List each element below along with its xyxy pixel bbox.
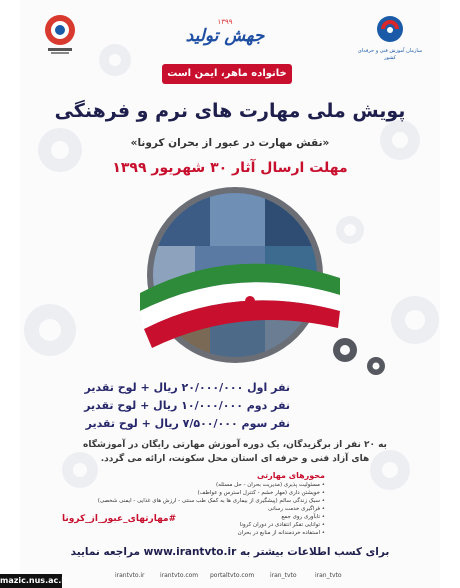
info-line: برای کسب اطلاعات بیشتر به www.irantvto.ir مراجعه نمایید (70, 546, 390, 558)
prize-second: نفر دوم ۱۰/۰۰۰/۰۰۰ ریال + لوح تقدیر (84, 399, 290, 412)
footer-item: portaltvto.com (210, 572, 255, 579)
footer-item: iran_tvto (315, 572, 342, 579)
axis-item: • توانایی تفکر انتقادی در دوران کرونا (239, 522, 325, 528)
description-text: به ۲۰ نفر از برگزیدگان، یک دوره آموزش مهارتی رایگان در آموزشگاه های آزاد فنی و حرفه ای استان محل سکونت، ارائه می گردد. (83, 440, 387, 464)
watermark: mazic.nus.ac.ir (0, 574, 62, 588)
small-gear-icon (365, 355, 387, 377)
small-gear-icon (330, 335, 360, 365)
axis-item: • فراگیری خدمت رسانی (268, 506, 325, 512)
left-org-logo (40, 12, 80, 56)
deadline-text: مهلت ارسال آثار ۳۰ شهریور ۱۳۹۹ (112, 160, 348, 176)
hashtag: #مهارتهای_عبور_از_کرونا (62, 514, 177, 524)
center-campaign-logo (185, 18, 265, 54)
tvto-logo-icon (375, 14, 405, 44)
prize-third: نفر سوم ۷/۵۰۰/۰۰۰ ریال + لوح تقدیر (85, 417, 290, 430)
axis-item: • مسئولیت پذیری (مدیریت بحران - حل مسئله) (216, 482, 325, 488)
axis-item: • خویشتن داری (مهار خشم - کنترل استرس و عواطف) (197, 490, 325, 496)
footer-item: iran_tvto (270, 572, 297, 579)
poster (20, 0, 440, 588)
gear-collage-illustration (110, 183, 360, 373)
slogan-banner: خانواده ماهر، ایمن است (162, 64, 292, 84)
social-footer (20, 568, 440, 588)
footer-item: irantvto.com (160, 572, 199, 579)
axis-item: • تابآوری روی جمع (281, 514, 325, 520)
right-org-logo (355, 14, 425, 60)
campaign-logo-text: جهش تولید (185, 26, 265, 46)
axis-item: • استفاده خردمندانه از منابع در بحران (237, 530, 325, 536)
campaign-year: ۱۳۹۹ (217, 18, 233, 26)
axes-title: محورهای مهارتی (257, 471, 325, 480)
campaign-title: پویش ملی مهارت های نرم و فرهنگی (54, 100, 406, 122)
axis-item: • سبک زندگی سالم (پیشگیری از بیماری ها به کمک طب سنتی - ارزش های غذایی - ایمنی شخصی) (97, 498, 325, 504)
gear-logo-icon (40, 12, 80, 56)
prize-first: نفر اول ۲۰/۰۰۰/۰۰۰ ریال + لوح تقدیر (84, 381, 290, 394)
campaign-subtitle: «نقش مهارت در عبور از بحران کرونا» (130, 137, 330, 149)
org-name: سازمان آموزش فنی و حرفه‌ای کشور (357, 48, 423, 61)
footer-item: irantvto.ir (115, 572, 145, 579)
